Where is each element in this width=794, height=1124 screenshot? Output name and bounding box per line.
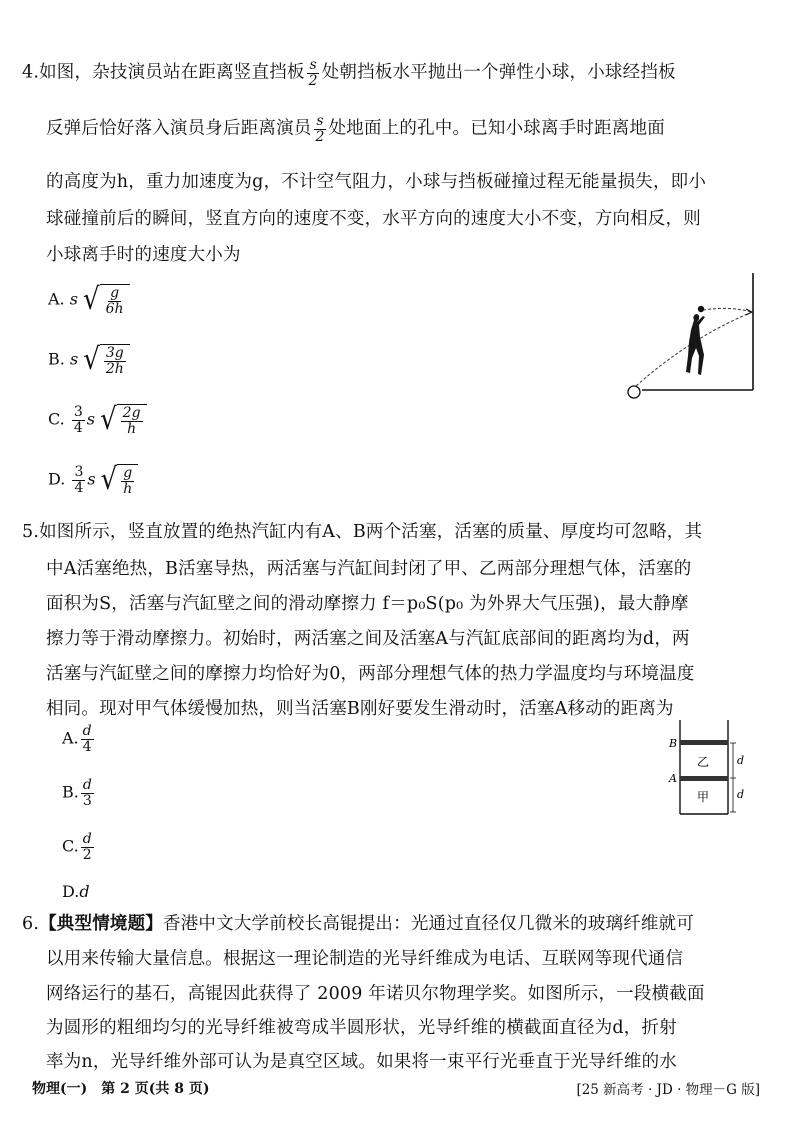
q4-line-2: [46, 114, 665, 144]
gas-upper-label: 乙: [697, 755, 710, 769]
q4-option-a[interactable]: A. s √ $\frac{g}{6h}$: [48, 284, 130, 316]
footer-edition: [25 新高考 · JD · 物理－G 版]: [576, 1082, 760, 1098]
q4-option-d[interactable]: D. $\frac{3}{4}$ s √ $\frac{g}{h}$: [48, 464, 138, 496]
q4-figure: [620, 268, 760, 403]
q6-line-1: 6.【典型情境题】香港中文大学前校长高锟提出：光通过直径仅几微米的玻璃纤维就可: [22, 914, 695, 934]
q6-tag: 【典型情境题】: [39, 914, 164, 934]
q4-line1-b: 处朝挡板水平抛出一个弹性小球，小球经挡板: [321, 62, 676, 83]
q4-option-c[interactable]: C. $\frac{3}{4}$ s √ $\frac{2g}{h}$: [48, 404, 147, 436]
q6-number: 6.: [22, 914, 40, 934]
dim-d-upper: d: [737, 754, 745, 767]
ball: [698, 306, 704, 312]
q4-line-1: [22, 58, 676, 88]
q4-line1-a: 如图，杂技演员站在距离竖直挡板: [39, 62, 305, 83]
q4-fraction-s-over-2: $\frac{s}{2}$: [308, 57, 318, 89]
q5-number: 5.: [22, 522, 40, 542]
q5-line-4: 擦力等于滑动摩擦力。初始时，两活塞之间及活塞A与汽缸底部间的距离均为d，两: [46, 629, 690, 649]
q5-option-b[interactable]: B. $\frac{d}{3}$: [62, 777, 92, 809]
gas-lower-label: 甲: [697, 790, 710, 804]
piston-b: [680, 740, 728, 745]
q4-option-b[interactable]: B. s √ $\frac{3g}{2h}$: [48, 344, 130, 376]
q6-line-4: 为圆形的粗细均匀的光导纤维被弯成半圆形状，光导纤维的横截面直径为d，折射: [46, 1018, 677, 1038]
q6-line-5: 率为n，光导纤维外部可认为是真空区域。如果将一束平行光垂直于光导纤维的水: [46, 1052, 677, 1072]
q5-line-2: 中A活塞绝热，B活塞导热，两活塞与汽缸间封闭了甲、乙两部分理想气体，活塞的: [46, 559, 692, 579]
q4-fraction-s-over-2b: $\frac{s}{2}$: [315, 113, 325, 145]
q6-line-2: 以用来传输大量信息。根据这一理论制造的光导纤维成为电话、互联网等现代通信: [46, 949, 684, 969]
q5-option-c[interactable]: C. $\frac{d}{2}$: [62, 831, 92, 863]
dim-d-lower: d: [737, 788, 745, 801]
q4-line-5: 小球离手时的速度大小为: [46, 245, 241, 265]
q4-line-3: 的高度为h，重力加速度为g，不计空气阻力，小球与挡板碰撞过程无能量损失，即小: [46, 172, 707, 192]
q5-line-3: 面积为S，活塞与汽缸壁之间的滑动摩擦力 f＝p₀S(p₀ 为外界大气压强)，最大静摩: [46, 594, 689, 614]
piston-a: [680, 776, 728, 781]
q4-line-4: 球碰撞前后的瞬间，竖直方向的速度不变，水平方向的速度大小不变，方向相反，则: [46, 209, 701, 229]
q4-line2-b: 处地面上的孔中。已知小球离手时距离地面: [328, 118, 665, 139]
footer-page-info: 物理(一) 第 2 页(共 8 页): [32, 1081, 210, 1097]
q4-line2-a: 反弹后恰好落入演员身后距离演员: [46, 118, 312, 139]
q5-option-a[interactable]: A. $\frac{d}{4}$: [62, 723, 92, 755]
q5-line-1: 5.如图所示，竖直放置的绝热汽缸内有A、B两个活塞，活塞的质量、厚度均可忽略，其: [22, 522, 703, 542]
q6-line-3: 网络运行的基石，高锟因此获得了 2009 年诺贝尔物理学奖。如图所示，一段横截面: [46, 984, 705, 1004]
q5-option-d[interactable]: D.d: [62, 882, 90, 901]
label-a: A: [669, 772, 677, 785]
label-b: B: [669, 737, 678, 750]
q5-line-5: 活塞与汽缸壁之间的摩擦力均恰好为0，两部分理想气体的热力学温度均与环境温度: [46, 664, 695, 684]
q5-figure: [666, 718, 746, 820]
q5-line-6: 相同。现对甲气体缓慢加热，则当活塞B刚好要发生滑动时，活塞A移动的距离为: [46, 699, 674, 719]
hole-circle: [628, 386, 640, 398]
q4-number: 4.: [22, 62, 40, 83]
trajectory-forward: [703, 308, 752, 312]
acrobat-figure: [686, 314, 705, 375]
